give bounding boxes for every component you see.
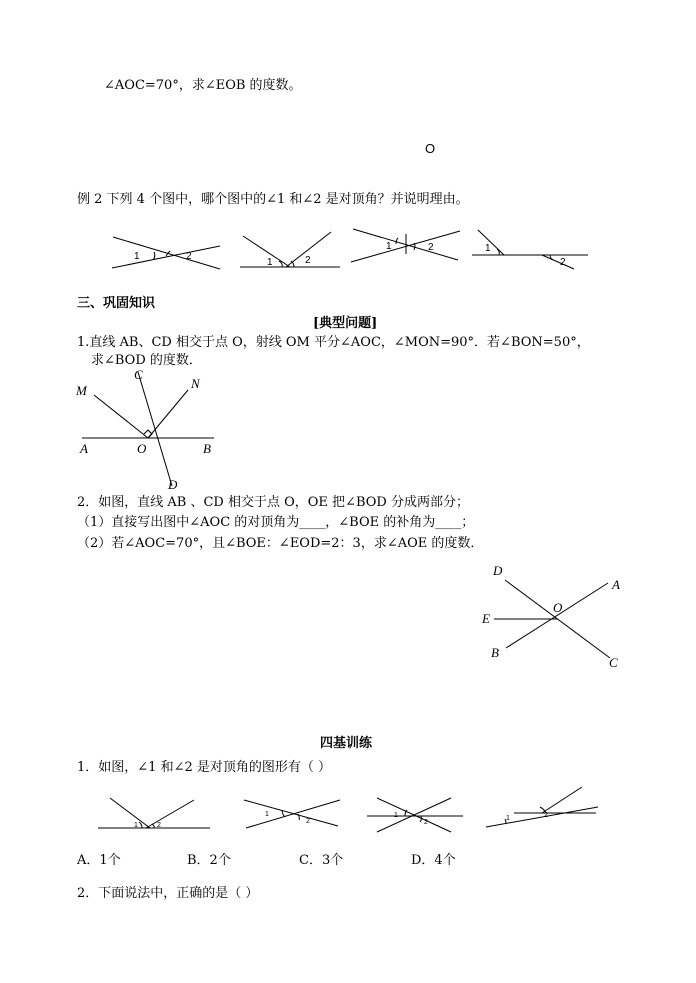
point-b-label: B (203, 441, 211, 456)
question-1-line-1: 1.直线 AB、CD 相交于点 O，射线 OM 平分∠AOC，∠MON=90°．若∠BON=50°， (77, 335, 590, 350)
section-4-heading: 四基训练 (320, 736, 373, 751)
point-e-label: E (482, 611, 490, 626)
option-c: C．3个 (299, 853, 344, 868)
option-b: B．2个 (187, 853, 231, 868)
practice-fig-3 (365, 794, 465, 836)
point-n-label: N (191, 376, 200, 391)
point-o-label: O (137, 441, 147, 456)
problem-text-continued: ∠AOC=70°，求∠EOB 的度数。 (104, 78, 302, 93)
point-d-label: D (168, 477, 178, 492)
point-o-label: O (553, 600, 563, 615)
point-b-label: B (491, 645, 499, 660)
angle-1-label: 1 (265, 811, 269, 818)
point-a-label: A (80, 441, 88, 456)
practice-fig-2 (242, 796, 342, 832)
section-3-heading: 三、巩固知识 (77, 296, 156, 311)
angle-1-label: 1 (506, 815, 510, 822)
question-1-line-2: 求∠BOD 的度数． (91, 353, 202, 368)
option-a: A．1个 (77, 853, 121, 868)
angle-1-label: 1 (134, 822, 138, 829)
practice-fig-4 (484, 785, 602, 831)
practice-question-1: 1．如图，∠1 和∠2 是对顶角的图形有（ ） (77, 760, 331, 775)
angle-1-label: 1 (485, 243, 491, 254)
point-c-label: C (134, 367, 143, 382)
angle-2-label: 2 (560, 257, 566, 268)
angle-2-label: 2 (424, 819, 428, 826)
practice-question-2: 2．下面说法中，正确的是（ ） (77, 886, 259, 901)
angle-2-label: 2 (186, 251, 192, 262)
angle-1-label: 1 (386, 241, 392, 252)
angle-2-label: 2 (157, 822, 161, 829)
point-d-label: D (493, 563, 503, 578)
typical-problems-heading: [典型问题] (313, 316, 378, 331)
example-fig-2 (238, 230, 343, 272)
angle-2-label: 2 (428, 242, 434, 253)
example-fig-3 (348, 226, 463, 266)
point-a-label: A (612, 577, 620, 592)
practice-fig-1 (96, 786, 214, 832)
example-2-text: 例 2 下列 4 个图中，哪个图中的∠1 和∠2 是对顶角？并说明理由。 (77, 192, 469, 207)
option-d: D．4个 (411, 853, 456, 868)
question-2-part-2: （2）若∠AOC=70°，且∠BOE：∠EOD=2：3，求∠AOE 的度数． (77, 536, 484, 551)
example-fig-1 (110, 234, 225, 274)
angle-2-label: 2 (544, 812, 548, 819)
angle-1-label: 1 (134, 251, 140, 262)
point-m-label: M (76, 383, 87, 398)
angle-2-label: 2 (306, 818, 310, 825)
figure-intersecting-lines-oe (490, 570, 615, 665)
point-o-label: O (425, 141, 436, 156)
angle-2-label: 2 (305, 255, 311, 266)
point-c-label: C (609, 655, 618, 670)
angle-1-label: 1 (267, 257, 273, 268)
question-2-part-1: （1）直接写出图中∠AOC 的对顶角为____，∠BOE 的补角为____； (77, 515, 475, 530)
question-2-line-1: 2．如图，直线 AB 、CD 相交于点 O，OE 把∠BOD 分成两部分； (77, 495, 469, 510)
angle-1-label: 1 (394, 812, 398, 819)
